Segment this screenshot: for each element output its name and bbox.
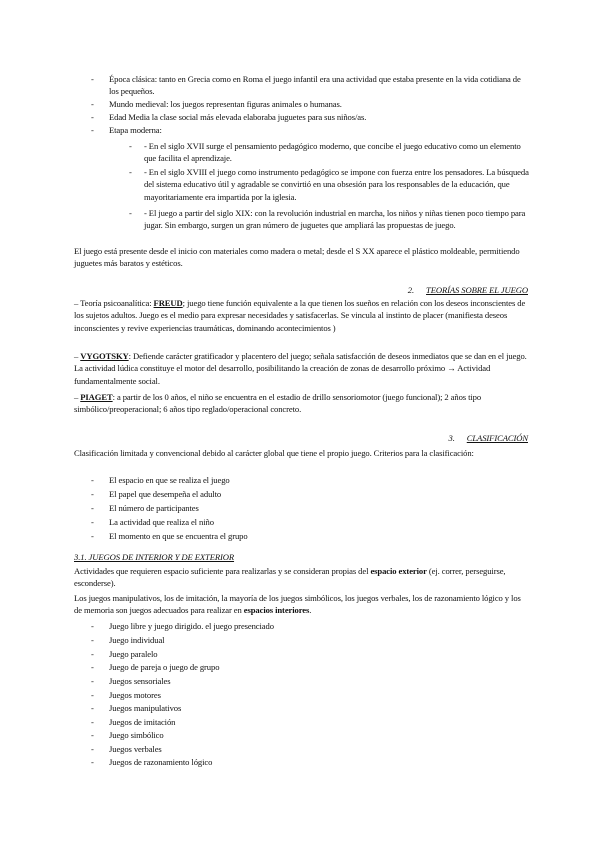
list-item: - Juego libre y juego dirigido. el juego presenciado [91,621,274,631]
list-item: - Edad Media la clase social más elevada elaboraba juguetes para sus niños/as. [91,112,367,122]
bullet: - [91,621,94,631]
list-item: - Juegos sensoriales [91,676,171,686]
list-item: - El momento en que se encuentra el grupo [91,531,248,541]
list-item: - El espacio en que se realiza el juego [91,475,230,485]
bullet: - [91,74,94,84]
freud-paragraph: – Teoría psicoanalítica: FREUD; juego tiene función equivalente a la que tienen los sueños en relación con los deseos inconscientes de los sujetos adultos. Juego es el medio para expresar necesidades y satisfacerlas. Se vincula al instinto de placer (manifiesta deseos inconscientes y revive experiencias traumáticas, dominando acontecimientos ) [74,298,526,333]
sub-list-item: - - El juego a partir del siglo XIX: con la revolución industrial en marcha, los niños y niñas tienen poco tiempo para jugar. Sin embargo, surgen un gran número de juguetes que ampliará las propuestas de juego. [129,208,526,231]
bullet: - [91,690,94,700]
bullet: - [91,503,94,513]
vygotsky-name: VYGOTSKY [80,351,129,361]
interior-bold: espacios interiores [243,605,310,616]
bullet: - [91,703,94,713]
bullet: - [91,717,94,727]
list-item: - Juegos verbales [91,744,162,754]
section-heading-teorias: 2. TEORÍAS SOBRE EL JUEGO [407,285,528,295]
bullet: - [91,662,94,672]
list-item: - El número de participantes [91,503,199,513]
list-item: - El papel que desempeña el adulto [91,489,222,499]
list-item: - Mundo medieval: los juegos representan figuras animales o humanas. [91,99,342,109]
bullet: - [91,99,94,109]
list-item: - Etapa moderna: [91,125,162,135]
vygotsky-paragraph: – VYGOTSKY: Defiende carácter gratificador y placentero del juego; señala satisfacción de deseos inmediatos que se dan en el juego. La actividad lúdica constituye el motor del desarrollo, posibilitando la creación de zonas de desarrollo próximo → Actividad fundamentalmente social. [74,351,527,386]
bullet: - [91,649,94,659]
list-item: - Juego simbólico [91,730,164,740]
bullet: - [91,676,94,686]
subsection-heading: 3.1. JUEGOS DE INTERIOR Y DE EXTERIOR [74,552,235,562]
bullet: - [91,112,94,122]
list-item: - Juego paralelo [91,649,158,659]
freud-name: FREUD [153,298,183,308]
bullet: - [129,141,132,151]
section-heading-clasificacion: 3. CLASIFICACIÓN [448,433,528,443]
list-item: - Juego individual [91,635,165,645]
bullet: - [91,730,94,740]
list-item: - Juegos de razonamiento lógico [91,757,213,767]
list-item: - Época clásica: tanto en Grecia como en Roma el juego infantil era una actividad que estaba presente en la vida cotidiana de los pequeños. [91,74,521,97]
bullet: - [91,757,94,767]
list-item: - Juegos manipulativos [91,703,182,713]
list-item: - Juego de pareja o juego de grupo [91,662,220,672]
sub-list-item: - - En el siglo XVIII el juego como instrumento pedagógico se impone con fuerza entre los pensadores. La búsqueda del sistema educativo útil y agradable se convirtió en una obsesión para los responsables de la educación, que mayoritariamente era impartida por la iglesia. [129,167,529,202]
list-item: - Juegos motores [91,690,161,700]
sub-list-item: - - En el siglo XVII surge el pensamiento pedagógico moderno, que concibe el juego educativo como un elemento que facilita el aprendizaje. [129,141,521,164]
bullet: - [129,208,132,218]
classification-paragraph: Clasificación limitada y convencional debido al carácter global que tiene el propio juego. Criterios para la clasificación: [74,448,474,458]
bullet: - [91,635,94,645]
exterior-bold: espacio exterior [370,566,427,576]
interior-paragraph: Los juegos manipulativos, los de imitación, la mayoría de los juegos simbólicos, los juegos verbales, los de razonamiento lógico y los de memoria son juegos adecuados para realizar en espacios interiores. [74,593,521,616]
piaget-paragraph: – PIAGET: a partir de los 0 años, el niño se encuentra en el estadio de drillo sensoriomotor (juego funcional); 2 años tipo simbólico/preoperacional; 6 años tipo reglado/operacional concreto. [74,392,482,415]
bullet: - [91,125,94,135]
bullet: - [91,489,94,499]
piaget-name: PIAGET [80,392,113,402]
list-item: - Juegos de imitación [91,717,176,727]
bullet: - [91,744,94,754]
bullet: - [91,475,94,485]
bullet: - [91,517,94,527]
exterior-paragraph: Actividades que requieren espacio suficiente para realizarlas y se consideran propias del espacio exterior (ej. correr, perseguirse, esconderse). [74,566,506,589]
list-item: - La actividad que realiza el niño [91,517,214,527]
bullet: - [91,531,94,541]
history-paragraph: El juego está presente desde el inicio con materiales como madera o metal; desde el S XX aparece el plástico moldeable, permitiendo juguetes más baratos y estéticos. [74,246,520,269]
bullet: - [129,167,132,177]
